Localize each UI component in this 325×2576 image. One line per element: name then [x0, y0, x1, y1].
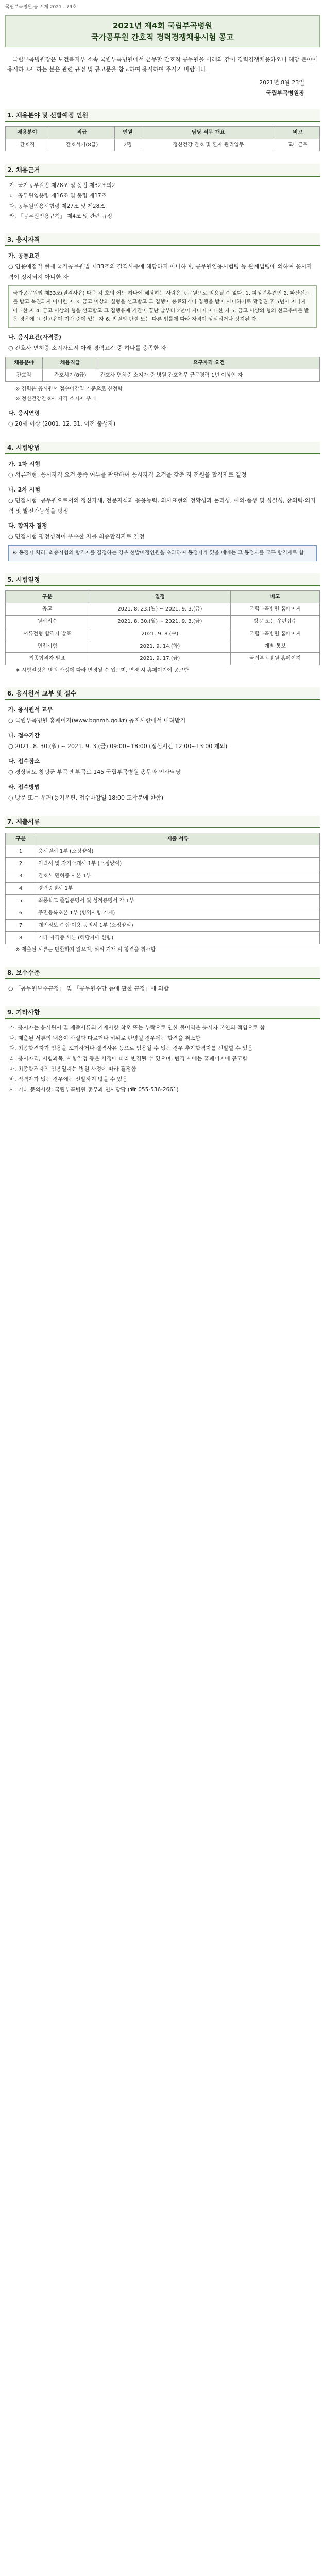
disqualification-box: 국가공무원법 제33조(결격사유) 다음 각 호의 어느 하나에 해당하는 사람은 공무원으로 임용될 수 없다. 1. 피성년후견인 2. 파산선고를 받고 복권되지 아니한 자 3. 금고 이상의 실형을 선고받고 그 집행이 종료되거나 집행을 받지 아니하기로 확정된 후 5년이 지나지 아니한 자 4. 금고 이상의 형을 선고받고 그 집행유예 기간이 끝난 날부터 2년이 지나지 아니한 자 5. 금고 이상의 형의 선고유예를 받은 경우에 그 선고유예 기간 중에 있는 자 6. 법원의 판결 또는 다른 법률에 따라 자격이 상실되거나 정지된 자	[8, 285, 317, 328]
table-cell: 2명	[115, 139, 141, 151]
table-header: 직급	[49, 127, 114, 139]
subheading: 나. 접수기간	[8, 732, 40, 739]
paragraph: ○ 20세 이상 (2001. 12. 31. 이전 출생자)	[8, 420, 116, 427]
table-header: 채용분야	[6, 357, 43, 369]
note-line: ※ 경력은 응시원서 접수마감일 기준으로 산정함	[15, 386, 123, 392]
table-header: 일정	[89, 591, 231, 603]
list-item: 라. 응시자격, 시험과목, 시험일정 등은 사정에 따라 변경될 수 있으며, 변경 시에는 홈페이지에 공고함	[9, 1056, 248, 1062]
paragraph: ○ 경상남도 창녕군 부곡면 부곡로 145 국립부곡병원 총무과 인사담당	[8, 769, 181, 775]
list-item: 다. 공무원임용시험령 제27조 및 제28조	[9, 203, 105, 209]
subheading: 가. 공통요건	[8, 252, 40, 259]
table-row	[6, 653, 320, 665]
table-header: 구분	[6, 833, 36, 845]
section-8-title: 8. 보수수준	[5, 967, 320, 979]
table-cell: 6	[6, 907, 36, 920]
table-cell: 국립부곡병원 홈페이지	[231, 628, 320, 640]
table-cell: 1	[6, 845, 36, 858]
documents-table	[5, 833, 320, 944]
note-line: ※ 시험일정은 병원 사정에 따라 변경될 수 있으며, 변경 시 홈페이지에 공고함	[15, 668, 189, 673]
table-row	[6, 616, 320, 628]
subheading: 나. 응시요건(자격증)	[8, 334, 62, 341]
subheading: 가. 1차 시험	[8, 461, 40, 467]
table-cell: 간호사 면허증 소지자 중 병원 간호업무 근무경력 1년 이상인 자	[98, 369, 319, 382]
table-cell: 2	[6, 858, 36, 870]
tie-rule-box: ※ 동점자 처리: 최종시험의 합격자를 결정하는 경우 선발예정인원을 초과하여 동점자가 있을 때에는 그 동점자를 모두 합격자로 함	[8, 545, 317, 561]
table-cell: 간호직	[6, 139, 49, 151]
table-header: 담당 직무 개요	[141, 127, 276, 139]
table-row	[6, 603, 320, 616]
table-row	[6, 640, 320, 653]
subheading: 가. 응시원서 교부	[8, 706, 53, 713]
schedule-table	[5, 590, 320, 665]
section-2-title: 2. 채용근거	[5, 164, 320, 177]
table-cell: 이력서 및 자기소개서 1부 (소정양식)	[36, 858, 320, 870]
table-header: 요구자격 요건	[98, 357, 319, 369]
table-cell: 방문 또는 우편접수	[231, 616, 320, 628]
table-cell: 2021. 8. 30.(월) ~ 2021. 9. 3.(금)	[89, 616, 231, 628]
table-header: 인원	[115, 127, 141, 139]
table-row	[6, 139, 320, 151]
note-line: ※ 정신건강간호사 자격 소지자 우대	[15, 396, 96, 402]
table-cell: 개인정보 수집·이용 동의서 1부 (소정양식)	[36, 920, 320, 932]
table-cell: 개별 통보	[231, 640, 320, 653]
table-cell: 3	[6, 870, 36, 883]
table-cell: 최종학교 졸업증명서 및 성적증명서 각 1부	[36, 895, 320, 907]
table-row	[6, 858, 320, 870]
subheading: 다. 합격자 결정	[8, 522, 47, 529]
list-item: 사. 기타 문의사항: 국립부곡병원 총무과 인사담당 (☎ 055-536-2661)	[9, 1087, 179, 1093]
table-cell: 교대근무	[276, 139, 320, 151]
subheading: 다. 접수장소	[8, 758, 40, 765]
list-item: 가. 국가공무원법 제28조 및 동법 제32조의2	[9, 182, 115, 189]
table-row	[6, 907, 320, 920]
table-cell: 간호직	[6, 369, 43, 382]
table-cell: 5	[6, 895, 36, 907]
table-cell: 국립부곡병원 홈페이지	[231, 603, 320, 616]
table-header: 구분	[6, 591, 89, 603]
table-cell: 7	[6, 920, 36, 932]
section-6-title: 6. 응시원서 교부 및 접수	[5, 687, 320, 700]
table-header: 비고	[276, 127, 320, 139]
intro-text: 국립부곡병원장은 보건복지부 소속 국립부곡병원에서 근무할 간호직 공무원을 아래와 같이 경력경쟁채용하오니 해당 분야에 응시하고자 하는 분은 관련 규정 및 공고문을 참고하여 응시하여 주시기 바랍니다.	[7, 56, 318, 73]
table-cell: 서류전형 합격자 발표	[6, 628, 89, 640]
recruit-table	[5, 126, 320, 151]
subheading: 나. 2차 시험	[8, 486, 40, 493]
page	[5, 0, 320, 1116]
paragraph: ○ 국립부곡병원 홈페이지(www.bgnmh.go.kr) 공지사항에서 내려받기	[8, 717, 186, 724]
table-row	[6, 883, 320, 895]
paragraph: ○ 2021. 8. 30.(월) ~ 2021. 9. 3.(금) 09:00~18:00 (점심시간 12:00~13:00 제외)	[8, 743, 228, 750]
requirement-table	[5, 357, 320, 382]
table-cell: 간호사 면허증 사본 1부	[36, 870, 320, 883]
paragraph: ○ 서류전형: 응시자격 요건 충족 여부를 판단하여 응시자격 요건을 갖춘 자 전원을 합격자로 결정	[8, 471, 247, 478]
section-1-title: 1. 채용분야 및 선발예정 인원	[5, 109, 320, 122]
section-9-title: 9. 기타사항	[5, 1006, 320, 1019]
table-cell: 2021. 9. 8.(수)	[89, 628, 231, 640]
paragraph: ○ 「공무원보수규정」 및 「공무원수당 등에 관한 규정」에 의함	[8, 985, 169, 992]
table-cell: 최종합격자 발표	[6, 653, 89, 665]
table-cell: 공고	[6, 603, 89, 616]
subheading: 라. 접수방법	[8, 784, 40, 790]
table-row	[6, 369, 320, 382]
list-item: 라. 「공무원임용규칙」 제4조 및 관련 규정	[9, 213, 112, 219]
table-header: 채용직급	[42, 357, 98, 369]
table-cell: 경력증명서 1부	[36, 883, 320, 895]
table-cell: 간호서기(8급)	[49, 139, 114, 151]
footer-space	[5, 1095, 320, 1116]
table-header-row	[6, 833, 320, 845]
table-row	[6, 895, 320, 907]
list-item: 다. 최종합격자가 임용을 포기하거나 결격사유 등으로 임용될 수 없는 경우 추가합격자를 선발할 수 있음	[9, 1045, 253, 1052]
section-4-title: 4. 시험방법	[5, 442, 320, 454]
table-cell: 국립부곡병원 홈페이지	[231, 653, 320, 665]
table-header: 채용분야	[6, 127, 49, 139]
list-item: 마. 최종합격자의 임용일자는 병원 사정에 따라 결정함	[9, 1066, 136, 1072]
table-cell: 2021. 9. 14.(화)	[89, 640, 231, 653]
table-cell: 원서접수	[6, 616, 89, 628]
table-cell: 면접시험	[6, 640, 89, 653]
title-line2: 국가공무원 간호직 경력경쟁채용시험 공고	[91, 32, 234, 42]
list-item: 가. 응시자는 응시원서 및 제출서류의 기재사항 착오 또는 누락으로 인한 불이익은 응시자 본인의 책임으로 함	[9, 1025, 265, 1031]
table-header-row	[6, 357, 320, 369]
table-row	[6, 870, 320, 883]
title-line1: 2021년 제4회 국립부곡병원	[112, 21, 213, 30]
table-header: 비고	[231, 591, 320, 603]
subheading: 다. 응시연령	[8, 410, 40, 416]
paragraph: ○ 간호사 면허증 소지자로서 아래 경력요건 중 하나를 충족한 자	[8, 345, 166, 351]
table-row	[6, 920, 320, 932]
table-cell: 기타 자격증 사본 (해당자에 한함)	[36, 932, 320, 944]
table-header-row	[6, 591, 320, 603]
table-row	[6, 628, 320, 640]
note-line: ※ 제출된 서류는 반환하지 않으며, 허위 기재 시 합격을 취소함	[15, 947, 156, 953]
paragraph: ○ 면접시험 평정성적이 우수한 자를 최종합격자로 결정	[8, 533, 145, 540]
notice-title-box	[5, 15, 320, 47]
table-header: 제출 서류	[36, 833, 320, 845]
list-item: 나. 제출된 서류의 내용이 사실과 다르거나 허위로 판명될 경우에는 합격을 취소함	[9, 1035, 201, 1041]
list-item: 나. 공무원임용령 제16조 및 동령 제17조	[9, 193, 107, 199]
table-cell: 정신건강 간호 및 환자 관리업무	[141, 139, 276, 151]
paragraph: ○ 임용예정일 현재 국가공무원법 제33조의 결격사유에 해당하지 아니하며, 공무원임용시험령 등 관계법령에 의하여 응시자격이 정지되지 아니한 자	[8, 263, 312, 280]
table-cell: 2021. 8. 23.(월) ~ 2021. 9. 3.(금)	[89, 603, 231, 616]
table-cell: 4	[6, 883, 36, 895]
list-item: 바. 적격자가 없는 경우에는 선발하지 않을 수 있음	[9, 1076, 128, 1082]
section-3-title: 3. 응시자격	[5, 233, 320, 246]
table-cell: 8	[6, 932, 36, 944]
paragraph: ○ 면접시험: 공무원으로서의 정신자세, 전문지식과 응용능력, 의사표현의 정확성과 논리성, 예의·품행 및 성실성, 창의력·의지력 및 발전가능성을 평정	[8, 497, 316, 514]
doc-number: 국립부곡병원 공고 제 2021 - 79호	[5, 5, 77, 10]
table-header-row	[6, 127, 320, 139]
table-row	[6, 932, 320, 944]
table-row	[6, 845, 320, 858]
section-5-title: 5. 시험일정	[5, 573, 320, 586]
paragraph: ○ 방문 또는 우편(등기우편, 접수마감일 18:00 도착분에 한함)	[8, 794, 163, 801]
notice-org: 국립부곡병원장	[266, 90, 304, 96]
notice-date: 2021년 8월 23일	[259, 79, 304, 86]
section-7-title: 7. 제출서류	[5, 816, 320, 828]
table-cell: 주민등록초본 1부 (병역사항 기재)	[36, 907, 320, 920]
table-cell: 응시원서 1부 (소정양식)	[36, 845, 320, 858]
table-cell: 2021. 9. 17.(금)	[89, 653, 231, 665]
table-cell: 간호서기(8급)	[42, 369, 98, 382]
